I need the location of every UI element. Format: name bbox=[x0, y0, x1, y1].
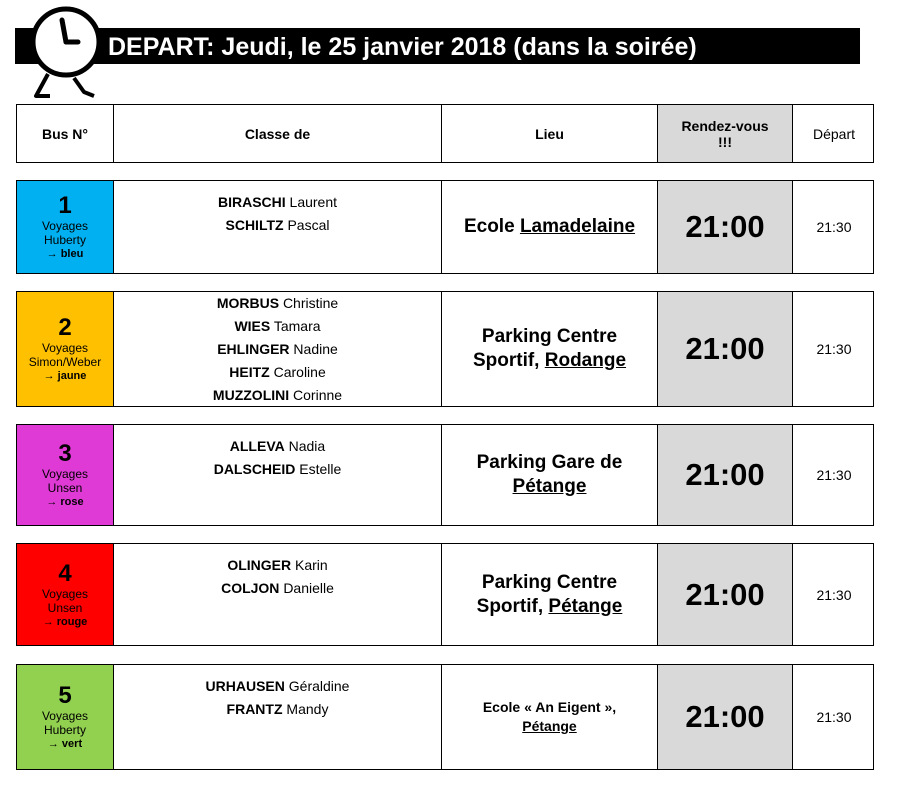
lieu-cell bbox=[442, 544, 658, 645]
lieu-segment: Ecole bbox=[463, 216, 520, 237]
lieu-cell bbox=[442, 425, 658, 525]
teacher-last-name: MORBUS bbox=[216, 294, 280, 311]
lieu-segment: Sportif, bbox=[476, 595, 549, 617]
lieu-line bbox=[473, 325, 626, 349]
classe-cell bbox=[114, 292, 442, 406]
bus-color-label: → rose bbox=[46, 496, 84, 508]
bus-number-cell bbox=[17, 181, 114, 273]
teacher-name bbox=[217, 292, 338, 315]
teacher-last-name: HEITZ bbox=[229, 363, 270, 380]
bus-number: 4 bbox=[58, 559, 72, 587]
teacher-first-name: Nadine bbox=[293, 340, 338, 357]
teacher-last-name: URHAUSEN bbox=[205, 678, 285, 694]
teacher-name bbox=[214, 458, 342, 481]
lieu-cell bbox=[442, 665, 658, 769]
bus-row-3 bbox=[16, 424, 874, 526]
bus-color-label: → rouge bbox=[42, 615, 88, 628]
lieu-line bbox=[477, 571, 623, 595]
teacher-name bbox=[229, 361, 325, 384]
lieu-line bbox=[477, 451, 623, 475]
teacher-name bbox=[227, 554, 327, 577]
bus-company-line: Voyages bbox=[41, 341, 89, 355]
rendezvous-time: 21:00 bbox=[658, 292, 793, 406]
header-rendezvous-line2: !!! bbox=[718, 133, 732, 150]
lieu-line bbox=[477, 475, 623, 499]
teacher-last-name: MUZZOLINI bbox=[212, 386, 290, 403]
header-bus: Bus N° bbox=[17, 105, 114, 162]
header-classe: Classe de bbox=[114, 105, 442, 162]
teacher-last-name: WIES bbox=[234, 317, 271, 334]
classe-cell bbox=[114, 665, 442, 769]
lieu-segment: Ecole « An Eigent », bbox=[482, 699, 617, 715]
lieu-line bbox=[473, 349, 626, 373]
teacher-name bbox=[217, 338, 338, 361]
rendezvous-time: 21:00 bbox=[658, 425, 793, 525]
bus-company-line: Voyages bbox=[41, 467, 89, 481]
teacher-first-name: Karin bbox=[294, 557, 328, 573]
teacher-first-name: Danielle bbox=[283, 580, 334, 596]
teacher-first-name: Corinne bbox=[293, 386, 343, 403]
teacher-first-name: Nadia bbox=[288, 438, 326, 454]
table-header bbox=[16, 104, 874, 163]
classe-cell bbox=[114, 544, 442, 645]
bus-number-cell bbox=[17, 544, 114, 645]
teacher-last-name: OLINGER bbox=[227, 557, 292, 573]
header-rendezvous-line1: Rendez-vous bbox=[681, 117, 769, 134]
lieu-segment: Parking Gare de bbox=[476, 452, 623, 473]
teacher-name bbox=[206, 675, 350, 698]
teacher-name bbox=[213, 384, 342, 407]
depart-time: 21:30 bbox=[816, 586, 852, 603]
lieu-segment: Pétange bbox=[522, 718, 577, 734]
teacher-name bbox=[227, 698, 329, 721]
bus-number: 5 bbox=[58, 682, 72, 709]
teacher-first-name: Estelle bbox=[299, 461, 342, 477]
header-depart: Départ bbox=[812, 125, 856, 142]
depart-time: 21:30 bbox=[816, 219, 852, 235]
running-clock-icon bbox=[28, 2, 108, 102]
teacher-last-name: ALLEVA bbox=[229, 438, 285, 454]
teacher-first-name: Géraldine bbox=[288, 678, 350, 694]
teacher-name bbox=[234, 315, 320, 338]
teacher-last-name: SCHILTZ bbox=[225, 217, 284, 233]
lieu-cell bbox=[442, 292, 658, 406]
bus-number-cell bbox=[17, 292, 114, 406]
bus-number-cell bbox=[17, 665, 114, 769]
teacher-last-name: DALSCHEID bbox=[213, 461, 296, 477]
bus-row-5 bbox=[16, 664, 874, 770]
teacher-last-name: COLJON bbox=[221, 580, 280, 596]
lieu-segment: Rodange bbox=[544, 350, 627, 371]
teacher-name bbox=[230, 435, 325, 458]
lieu-line bbox=[477, 595, 623, 619]
bus-color-label: → bleu bbox=[46, 248, 84, 260]
depart-time: 21:30 bbox=[816, 709, 852, 725]
classe-cell bbox=[114, 425, 442, 525]
bus-company-line: Unsen bbox=[47, 600, 83, 615]
lieu-segment: Sportif, bbox=[472, 350, 545, 371]
lieu-segment: Lamadelaine bbox=[519, 216, 636, 237]
bus-color-label: → jaune bbox=[43, 370, 87, 382]
teacher-name bbox=[226, 214, 330, 237]
bus-company-line: Huberty bbox=[43, 233, 87, 247]
bus-row-1 bbox=[16, 180, 874, 274]
teacher-first-name: Christine bbox=[282, 294, 339, 311]
rendezvous-time: 21:00 bbox=[658, 544, 793, 645]
teacher-name bbox=[218, 191, 337, 214]
header-lieu: Lieu bbox=[442, 105, 658, 162]
teacher-first-name: Laurent bbox=[289, 194, 338, 210]
teacher-first-name: Pascal bbox=[287, 217, 330, 233]
lieu-segment: Parking Centre bbox=[481, 571, 618, 593]
lieu-line bbox=[464, 215, 635, 239]
teacher-name bbox=[221, 577, 334, 600]
lieu-line bbox=[483, 717, 616, 736]
bus-company-line: Huberty bbox=[43, 723, 87, 737]
rendezvous-time: 21:00 bbox=[658, 665, 793, 769]
teacher-last-name: BIRASCHI bbox=[217, 194, 286, 210]
bus-company-line: Unsen bbox=[47, 481, 83, 495]
teacher-first-name: Tamara bbox=[273, 317, 321, 334]
bus-number: 3 bbox=[58, 440, 72, 467]
bus-number: 2 bbox=[58, 314, 72, 341]
bus-row-4 bbox=[16, 543, 874, 646]
bus-number-cell bbox=[17, 425, 114, 525]
bus-company-line: Voyages bbox=[41, 219, 89, 233]
depart-time: 21:30 bbox=[816, 467, 852, 483]
lieu-line bbox=[483, 698, 616, 717]
header-rendezvous bbox=[658, 105, 793, 162]
teacher-first-name: Caroline bbox=[273, 363, 326, 380]
page-title: DEPART: Jeudi, le 25 janvier 2018 (dans la soirée) bbox=[108, 33, 697, 61]
lieu-segment: Parking Centre bbox=[481, 326, 618, 347]
teacher-first-name: Mandy bbox=[286, 701, 329, 717]
classe-cell bbox=[114, 181, 442, 273]
bus-color-label: → vert bbox=[47, 738, 83, 750]
bus-company-line: Voyages bbox=[41, 586, 89, 601]
lieu-segment: Pétange bbox=[548, 595, 623, 617]
lieu-cell bbox=[442, 181, 658, 273]
lieu-segment: Pétange bbox=[512, 476, 587, 497]
teacher-last-name: EHLINGER bbox=[217, 340, 290, 357]
bus-number: 1 bbox=[58, 192, 72, 219]
rendezvous-time: 21:00 bbox=[658, 181, 793, 273]
depart-time: 21:30 bbox=[816, 341, 852, 357]
bus-company-line: Simon/Weber bbox=[28, 355, 102, 369]
teacher-last-name: FRANTZ bbox=[226, 701, 283, 717]
bus-row-2 bbox=[16, 291, 874, 407]
bus-company-line: Voyages bbox=[41, 709, 89, 723]
